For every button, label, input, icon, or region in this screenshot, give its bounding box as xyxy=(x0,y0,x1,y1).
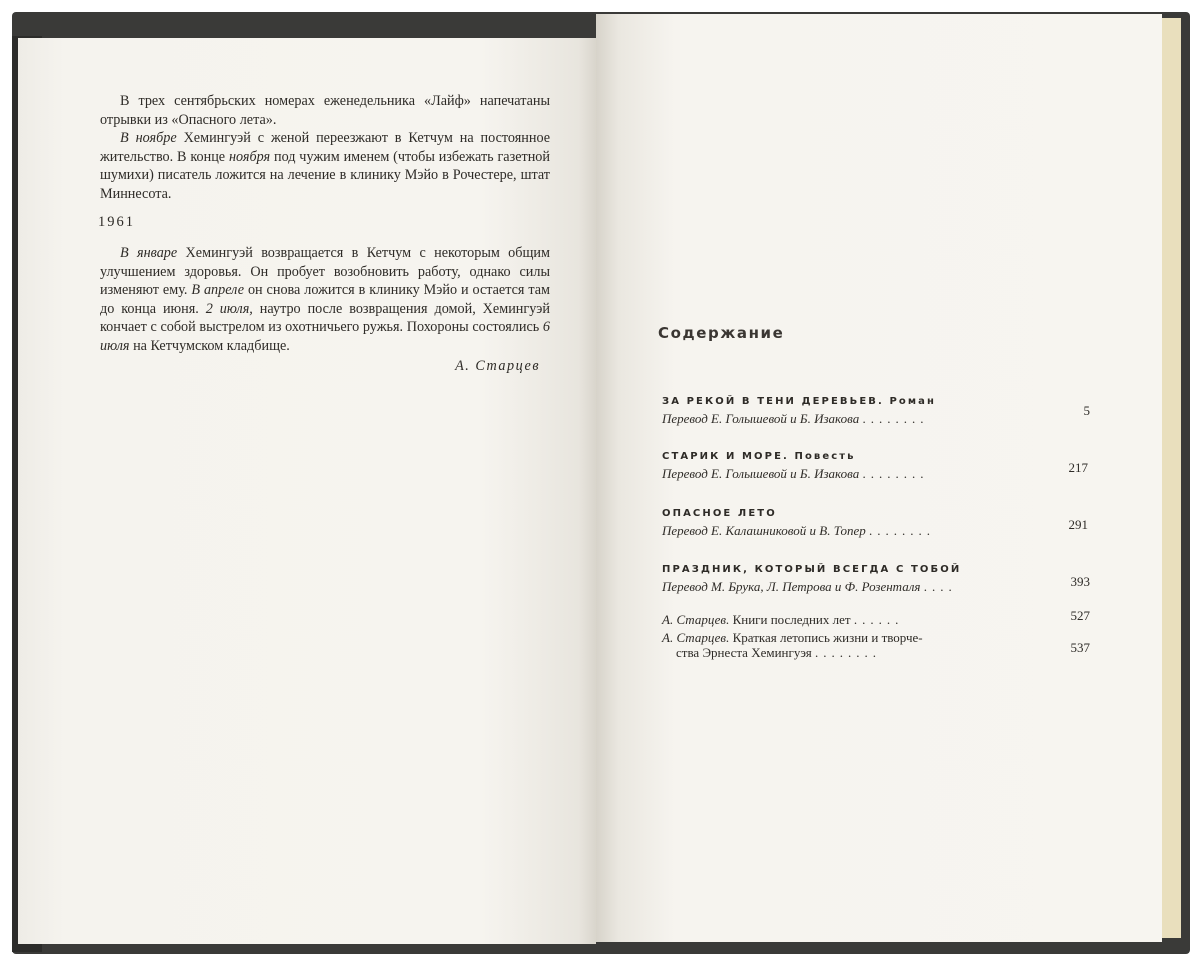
toc-heading: Содержание xyxy=(658,324,785,342)
toc-entry-translators: Перевод Е. Голышевой и Б. Изакова ........ xyxy=(662,411,929,426)
toc-page-number: 393 xyxy=(1070,574,1090,589)
toc-page-number: 537 xyxy=(1070,640,1090,655)
date-april: В апреле xyxy=(191,282,245,299)
date-november: В ноябре xyxy=(120,130,177,146)
year-heading: 1961 xyxy=(98,214,135,230)
article-author: А. Старцев. xyxy=(662,612,730,627)
date-july-2: 2 июля, xyxy=(205,300,253,317)
toc-article-continued: ства Эрнеста Хемингуэя ........ xyxy=(676,645,881,660)
toc-entry-translators: Перевод М. Брука, Л. Петрова и Ф. Розенталя .... xyxy=(662,579,957,594)
date-january: В январе xyxy=(120,245,178,261)
toc-page-number: 217 xyxy=(1068,460,1088,475)
toc-entry-title: СТАРИК И МОРЕ. Повесть xyxy=(662,451,856,462)
article-author: А. Старцев. xyxy=(662,630,730,645)
toc-page-number: 291 xyxy=(1068,517,1088,532)
date-july-6: 6 июля xyxy=(100,319,550,354)
toc-entry-title: ЗА РЕКОЙ В ТЕНИ ДЕРЕВЬЕВ. Роман xyxy=(662,396,936,407)
toc-entry-translators: Перевод Е. Калашниковой и В. Топер ........ xyxy=(662,523,935,538)
toc-page-number: 527 xyxy=(1070,608,1090,623)
toc-entry-title: ПРАЗДНИК, КОТОРЫЙ ВСЕГДА С ТОБОЙ xyxy=(662,564,962,575)
toc-entry-title: ОПАСНОЕ ЛЕТО xyxy=(662,508,777,519)
toc-entry-translators: Перевод Е. Голышевой и Б. Изакова ........ xyxy=(662,466,929,481)
paragraph-1961: В январе Хемингуэй возвращается в Кетчум с некоторым общим улучшением здоровья. Он пробует возобновить работу, однако силы изменяют ему. В апреле он снова ложится в клинику Мэйо и остается там до конца июня. 2 июля, наутро после возвращения домой, Хемингуэй кончает с собой выстрелом из охотничьего ружья. Похороны состоялись 6 июля на Кетчумском кладбище. xyxy=(100,245,551,354)
paragraph-life: В трех сентябрьских номерах еженедельника «Лайф» напечатаны отрывки из «Опасного лета». xyxy=(100,93,550,128)
date-november-2: ноября xyxy=(228,148,271,165)
page-block-edge xyxy=(1160,18,1181,938)
toc-article: А. Старцев. Краткая летопись жизни и творче- xyxy=(662,630,923,645)
toc-article: А. Старцев. Книги последних лет ...... xyxy=(662,612,904,627)
author-signature: А. Старцев xyxy=(455,358,540,374)
toc-page-number: 5 xyxy=(1083,403,1090,418)
paragraph-november: В ноябре Хемингуэй с женой переезжают в Кетчум на постоянное жительство. В конце ноября под чужим именем (чтобы избежать газетной шумихи) писатель ложится на лечение в клинику Мэйо в Рочестере, штат Миннесота. xyxy=(100,130,551,202)
